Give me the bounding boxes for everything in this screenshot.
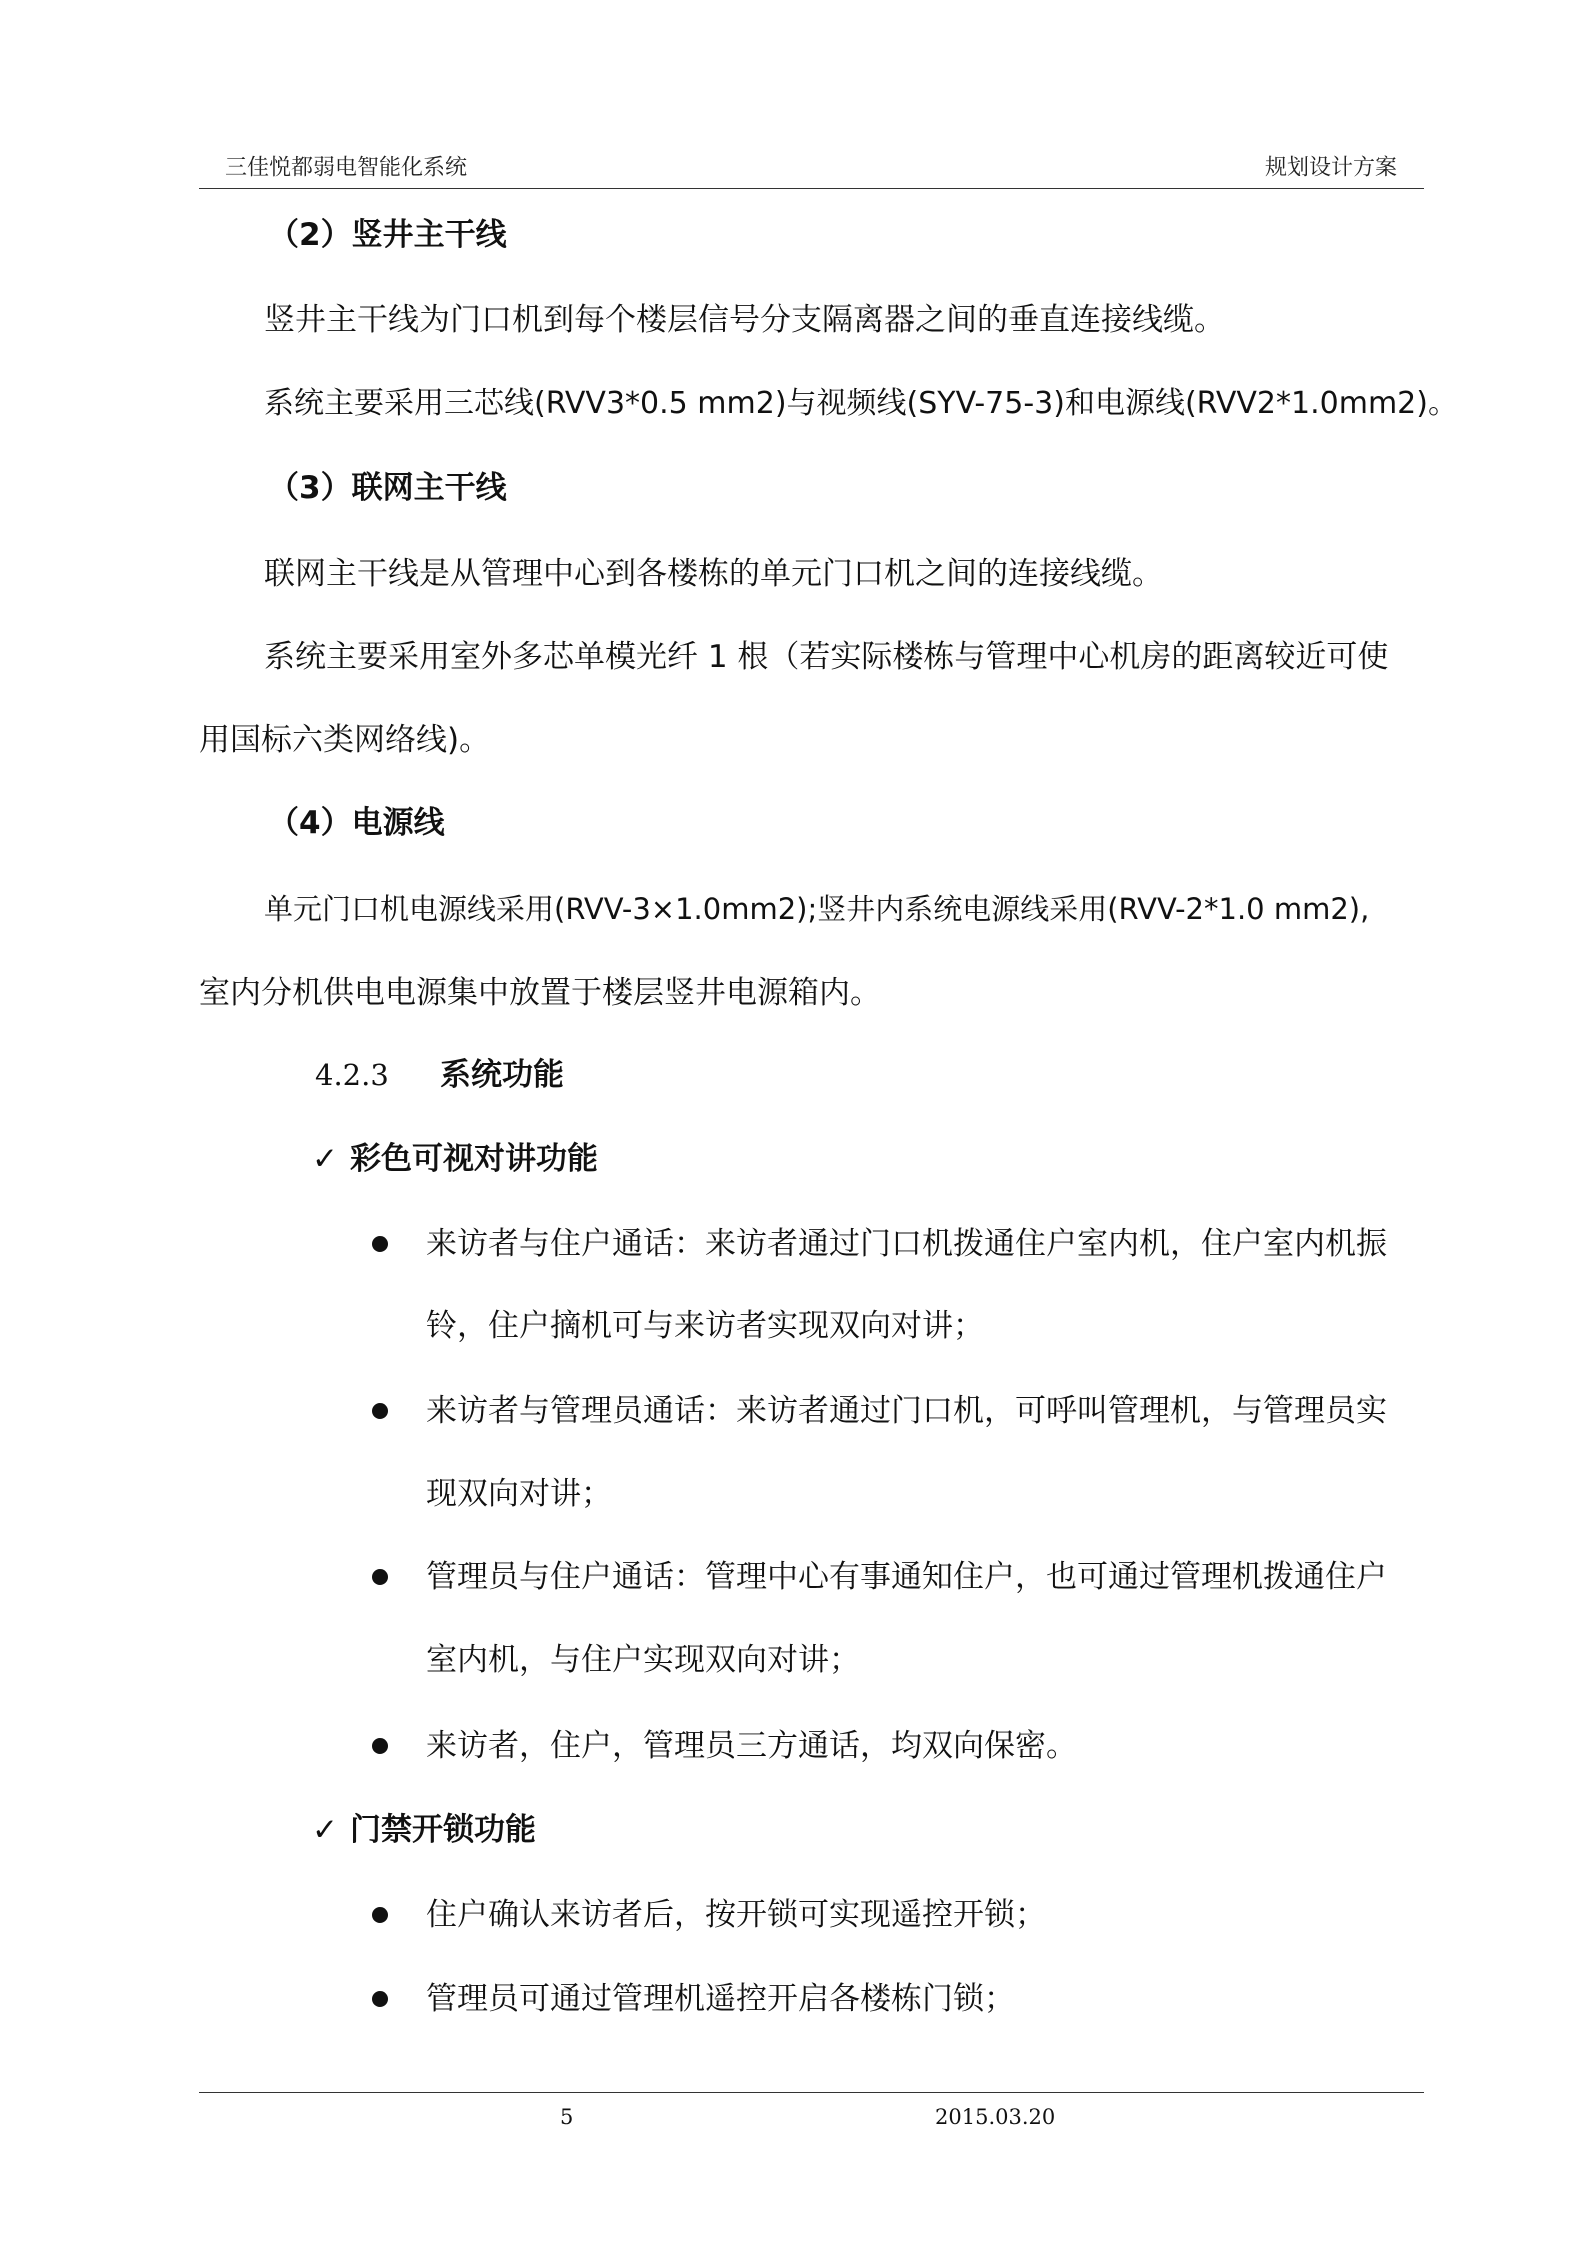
feature-title-door-access: 门禁开锁功能 — [350, 1812, 536, 1848]
bullet-icon — [372, 1569, 388, 1585]
list-item: 来访者与住户通话：来访者通过门口机拨通住户室内机，住户室内机振 — [426, 1226, 1387, 1262]
bullet-icon — [372, 1403, 388, 1419]
list-item-cont: 铃，住户摘机可与来访者实现双向对讲； — [426, 1308, 984, 1344]
list-item: 管理员与住户通话：管理中心有事通知住户，也可通过管理机拨通住户 — [426, 1559, 1387, 1595]
list-item: 管理员可通过管理机遥控开启各楼栋门锁； — [426, 1981, 1015, 2017]
section-title: 系统功能 — [440, 1057, 564, 1093]
paragraph: 单元门口机电源线采用(RVV-3×1.0mm2);竖井内系统电源线采用(RVV-2*1.0 mm2), — [264, 892, 1370, 926]
page-number: 5 — [560, 2105, 574, 2129]
section-number: 4.2.3 — [315, 1058, 389, 1092]
paragraph: 室内分机供电电源集中放置于楼层竖井电源箱内。 — [199, 975, 881, 1011]
header-left: 三佳悦都弱电智能化系统 — [225, 155, 468, 181]
list-item: 住户确认来访者后，按开锁可实现遥控开锁； — [426, 1897, 1046, 1933]
check-icon: ✓ — [312, 1141, 338, 1177]
list-item: 来访者与管理员通话：来访者通过门口机，可呼叫管理机，与管理员实 — [426, 1393, 1387, 1429]
header-right: 规划设计方案 — [1264, 155, 1397, 181]
footer-rule — [199, 2092, 1424, 2093]
heading-network-trunk: （3）联网主干线 — [268, 470, 507, 506]
header-rule — [199, 188, 1424, 189]
paragraph: 竖井主干线为门口机到每个楼层信号分支隔离器之间的垂直连接线缆。 — [264, 302, 1225, 338]
paragraph: 联网主干线是从管理中心到各楼栋的单元门口机之间的连接线缆。 — [264, 556, 1163, 592]
footer-date: 2015.03.20 — [935, 2105, 1056, 2129]
list-item-cont: 室内机，与住户实现双向对讲； — [426, 1642, 860, 1678]
bullet-icon — [372, 1738, 388, 1754]
paragraph: 系统主要采用三芯线(RVV3*0.5 mm2)与视频线(SYV-75-3)和电源线(RVV2*1.0mm2)。 — [264, 386, 1458, 421]
bullet-icon — [372, 1236, 388, 1252]
check-icon: ✓ — [312, 1812, 338, 1848]
heading-power-line: （4）电源线 — [268, 805, 445, 841]
list-item: 来访者，住户，管理员三方通话，均双向保密。 — [426, 1728, 1077, 1764]
paragraph: 用国标六类网络线)。 — [199, 722, 491, 758]
bullet-icon — [372, 1907, 388, 1923]
feature-title-video-intercom: 彩色可视对讲功能 — [350, 1141, 598, 1177]
list-item-cont: 现双向对讲； — [426, 1476, 612, 1512]
paragraph: 系统主要采用室外多芯单模光纤 1 根（若实际楼栋与管理中心机房的距离较近可使 — [264, 639, 1389, 675]
bullet-icon — [372, 1991, 388, 2007]
heading-shaft-trunk: （2）竖井主干线 — [268, 217, 507, 253]
